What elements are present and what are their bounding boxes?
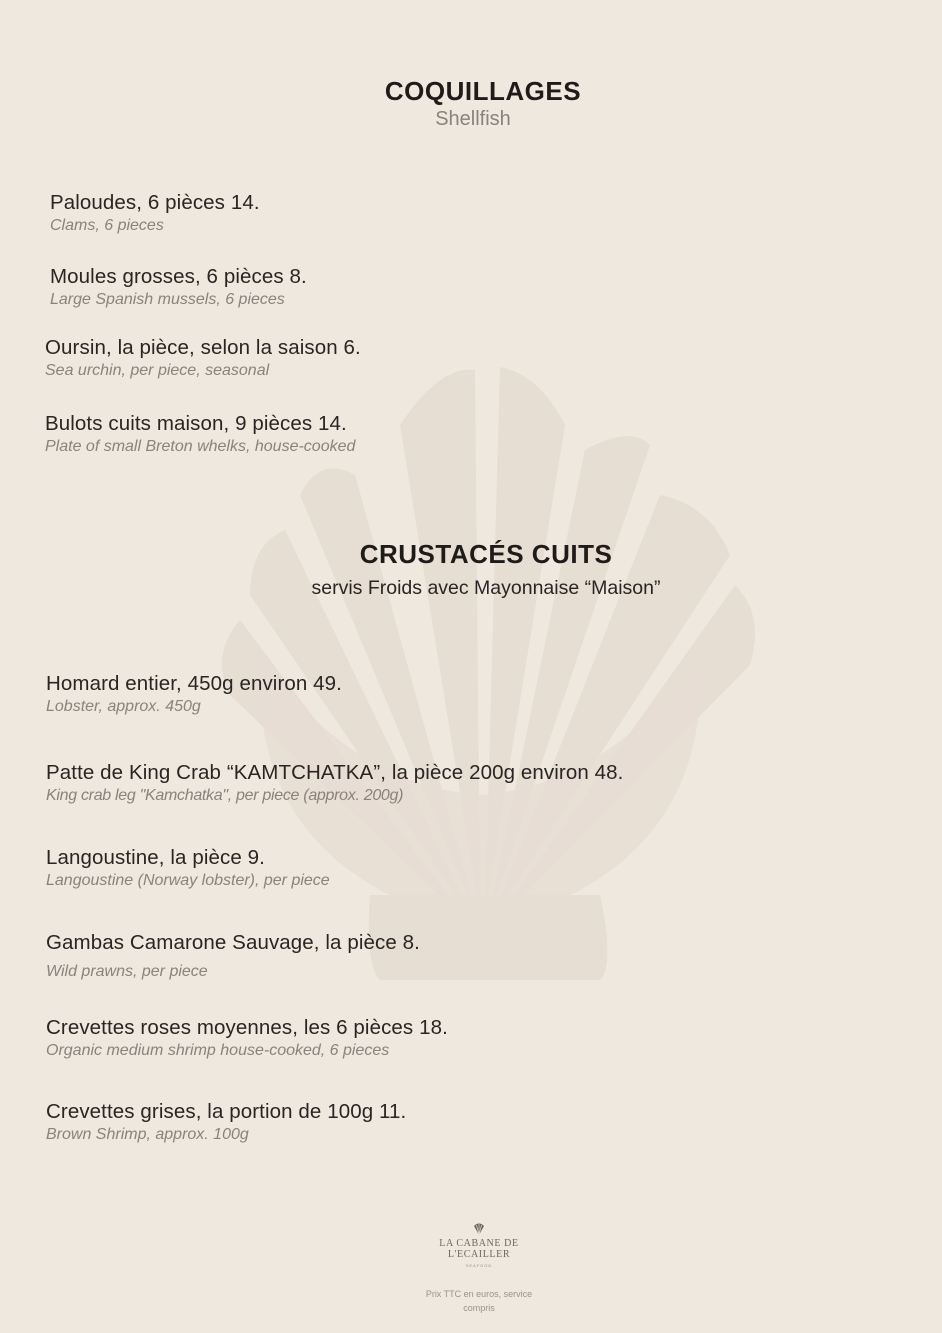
item-name-en: Lobster, approx. 450g (46, 698, 201, 715)
item-name-fr: Homard entier, 450g environ 49. (46, 672, 342, 695)
item-name-en: Clams, 6 pieces (50, 217, 164, 234)
item-name-en: Brown Shrimp, approx. 100g (46, 1126, 249, 1143)
menu-item-langoustine (46, 846, 330, 890)
item-name-en: Langoustine (Norway lobster), per piece (46, 872, 330, 889)
menu-item-bulots (45, 412, 355, 456)
logo-line-3: SEAFOOD (465, 1263, 493, 1268)
menu-item-moules (50, 265, 307, 309)
menu-item-gambas (46, 931, 420, 981)
item-name-fr: Crevettes roses moyennes, les 6 pièces 18. (46, 1016, 448, 1039)
item-name-fr: Oursin, la pièce, selon la saison 6. (45, 336, 361, 359)
item-name-en: Large Spanish mussels, 6 pieces (50, 291, 285, 308)
item-name-en: Wild prawns, per piece (46, 963, 208, 980)
coquillages-title: COQUILLAGES (384, 76, 582, 106)
menu-item-crevettes-roses (46, 1016, 448, 1060)
price-note: Prix TTC en euros, service compris (425, 1289, 533, 1313)
item-name-fr: Langoustine, la pièce 9. (46, 846, 265, 869)
logo-line-2: L'ECAILLER (447, 1249, 511, 1260)
item-name-en: King crab leg "Kamchatka", per piece (approx. 200g) (46, 787, 404, 804)
menu-item-homard (46, 672, 342, 716)
shell-icon (472, 1222, 486, 1236)
item-name-en: Plate of small Breton whelks, house-cooked (45, 438, 356, 455)
item-name-en: Sea urchin, per piece, seasonal (45, 362, 270, 379)
item-name-en: Organic medium shrimp house-cooked, 6 pieces (46, 1042, 390, 1059)
logo-line-1: LA CABANE DE (439, 1238, 519, 1249)
menu-item-crevettes-grises (46, 1100, 406, 1144)
item-name-fr: Paloudes, 6 pièces 14. (50, 191, 260, 214)
item-name-fr: Patte de King Crab “KAMTCHATKA”, la pièce 200g environ 48. (46, 761, 624, 784)
menu-item-oursin (45, 336, 361, 380)
restaurant-logo (400, 1222, 558, 1268)
crustaces-title: CRUSTACÉS CUITS (359, 539, 613, 569)
item-name-fr: Moules grosses, 6 pièces 8. (50, 265, 307, 288)
item-name-fr: Crevettes grises, la portion de 100g 11. (46, 1100, 407, 1123)
crustaces-subtitle: servis Froids avec Mayonnaise “Maison” (311, 577, 661, 599)
coquillages-subtitle: Shellfish (435, 108, 511, 130)
item-name-fr: Bulots cuits maison, 9 pièces 14. (45, 412, 347, 435)
item-name-fr: Gambas Camarone Sauvage, la pièce 8. (46, 931, 420, 954)
menu-item-palourdes (50, 191, 260, 235)
menu-item-king-crab (46, 761, 623, 805)
